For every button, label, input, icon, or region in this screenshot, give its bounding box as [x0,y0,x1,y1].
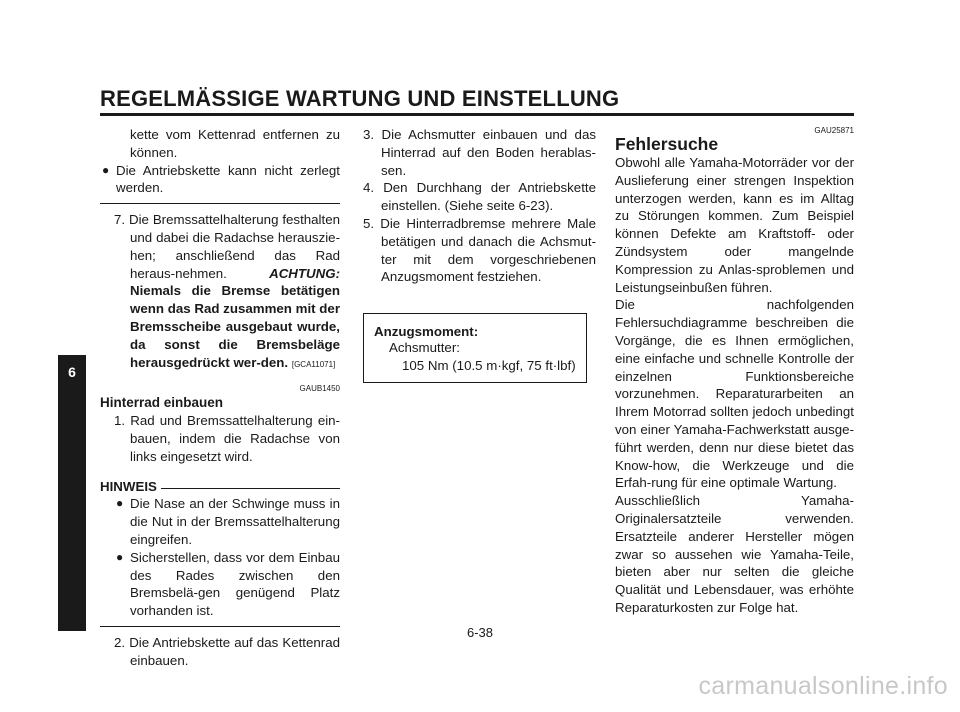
note-heading-rule [161,488,340,489]
section-ref-code: GAUB1450 [299,384,340,394]
bullet-text: Sicherstellen, dass vor dem Einbau des Rades zwischen den Bremsbelä-gen genügend Platz vorhanden ist. [130,549,340,619]
torque-part: Achsmutter: [389,340,460,356]
warning-label: ACHTUNG: [269,265,340,281]
column-left [100,126,340,670]
chapter-number: 6 [68,364,76,380]
bullet-text: Die Nase an der Schwinge muss in die Nut in der Bremssattelhalterung eingreifen. [130,496,340,547]
note-bullet-1 [100,495,340,548]
intro-line-2: können. [130,144,178,160]
bullet-item [100,162,340,198]
step-number: 7. [114,212,126,228]
paragraph-3: Ausschließlich Yamaha-Originalersatzteile verwenden. Ersatzteile anderer Hersteller mögen zwar so aussehen wie Yamaha-Teile, bieten aber nur selten die gleiche Qualität und Lebensdauer, was erhöhte Reparaturkosten zur Folge hat. [615,493,854,615]
torque-spec-box [363,313,587,383]
step-4 [363,179,596,215]
bullet-text: Die Antriebskette kann nicht zerlegt werden. [116,162,340,196]
step-number: 4. [363,180,375,196]
note-heading [100,478,340,496]
column-right [615,126,854,617]
step-7 [100,211,340,373]
warning-text: Niemals die Bremse betätigen wenn das Rad zusammen mit der Bremsscheibe ausgebaut wurde, da sonst die Bremsbeläge herausgedrückt wer-den. [130,283,340,370]
page-header-title: REGELMÄSSIGE WARTUNG UND EINSTELLUNG [100,86,620,111]
intro-continuation [100,126,340,162]
step-1 [100,412,340,465]
page-number: 6-38 [466,625,494,640]
column-middle [363,126,596,383]
bullet-icon: ● [116,549,124,564]
paragraph-1: Obwohl alle Yamaha-Motorräder vor der Auslieferung einer strengen Inspektion unterzogen werden, kann es im Alltag zu Störungen kommen. Zum Beispiel können Defekte am Kraftstoff- oder Zündsystem oder mangelnde Kompression zu Anlas-sproblemen und Leistungseinbußen führen. [615,155,854,295]
step-5 [363,215,596,286]
step-text: Den Durchhang der Antriebskette einstellen. (Siehe seite 6-23). [381,180,596,214]
step-number: 2. [114,634,126,650]
torque-value: 105 Nm (10.5 m·kgf, 75 ft·lbf) [402,358,576,374]
step-number: 5. [363,215,375,231]
header-rule [100,113,854,116]
step-number: 3. [363,127,375,142]
step-text: Die Achsmutter einbauen und das Hinterrad auf den Boden herablas-sen. [381,127,596,178]
step-text: Die Bremssattelhalterung festhalten und dabei die Radachse herauszie-hen; anschließend das Rad heraus-nehmen. [128,212,340,281]
bullet-icon: ● [102,162,110,177]
note-bullet-2 [100,549,340,620]
chapter-tab [58,355,86,631]
section-title: Hinterrad einbauen [100,395,224,411]
watermark: carmanualsonline.info [698,672,948,700]
step-text: Die Antriebskette auf das Kettenrad einbauen. [129,634,341,668]
torque-label: Anzugsmoment: [374,324,479,340]
step-text: Rad und Bremssattelhalterung ein-bauen, indem die Radachse von links eingesetzt wird. [130,413,340,464]
step-text: Die Hinterradbremse mehrere Male betätigen und danach die Achsmut-ter mit dem vorgeschriebenen Anzugsmoment festziehen. [380,215,596,285]
paragraph-2: Die nachfolgenden Fehlersuchdiagramme beschreiben die Vorgänge, die es Ihnen ermöglichen, eine einfache und schnelle Kontrolle der einzelnen Funktionsbereiche vorzunehmen. Reparaturarbeiten an Ihrem Motorrad sollten jedoch unbedingt von einer Yamaha-Fachwerkstatt ausge-führt werden, denn nur diese bietet das Know-how, die Werkzeuge und die Erfah-rung für eine optimale Wartung. [615,297,854,491]
section-ref-code: GAU25871 [814,126,854,135]
divider [100,203,340,204]
warning-code: [GCA11071] [291,359,336,369]
bullet-icon: ● [116,496,124,511]
note-label: HINWEIS [100,478,157,494]
step-number: 1. [114,413,126,429]
section-title: Fehlersuche [615,134,719,154]
intro-line-1: kette vom Kettenrad entfernen zu [130,127,340,142]
step-3 [363,126,596,179]
